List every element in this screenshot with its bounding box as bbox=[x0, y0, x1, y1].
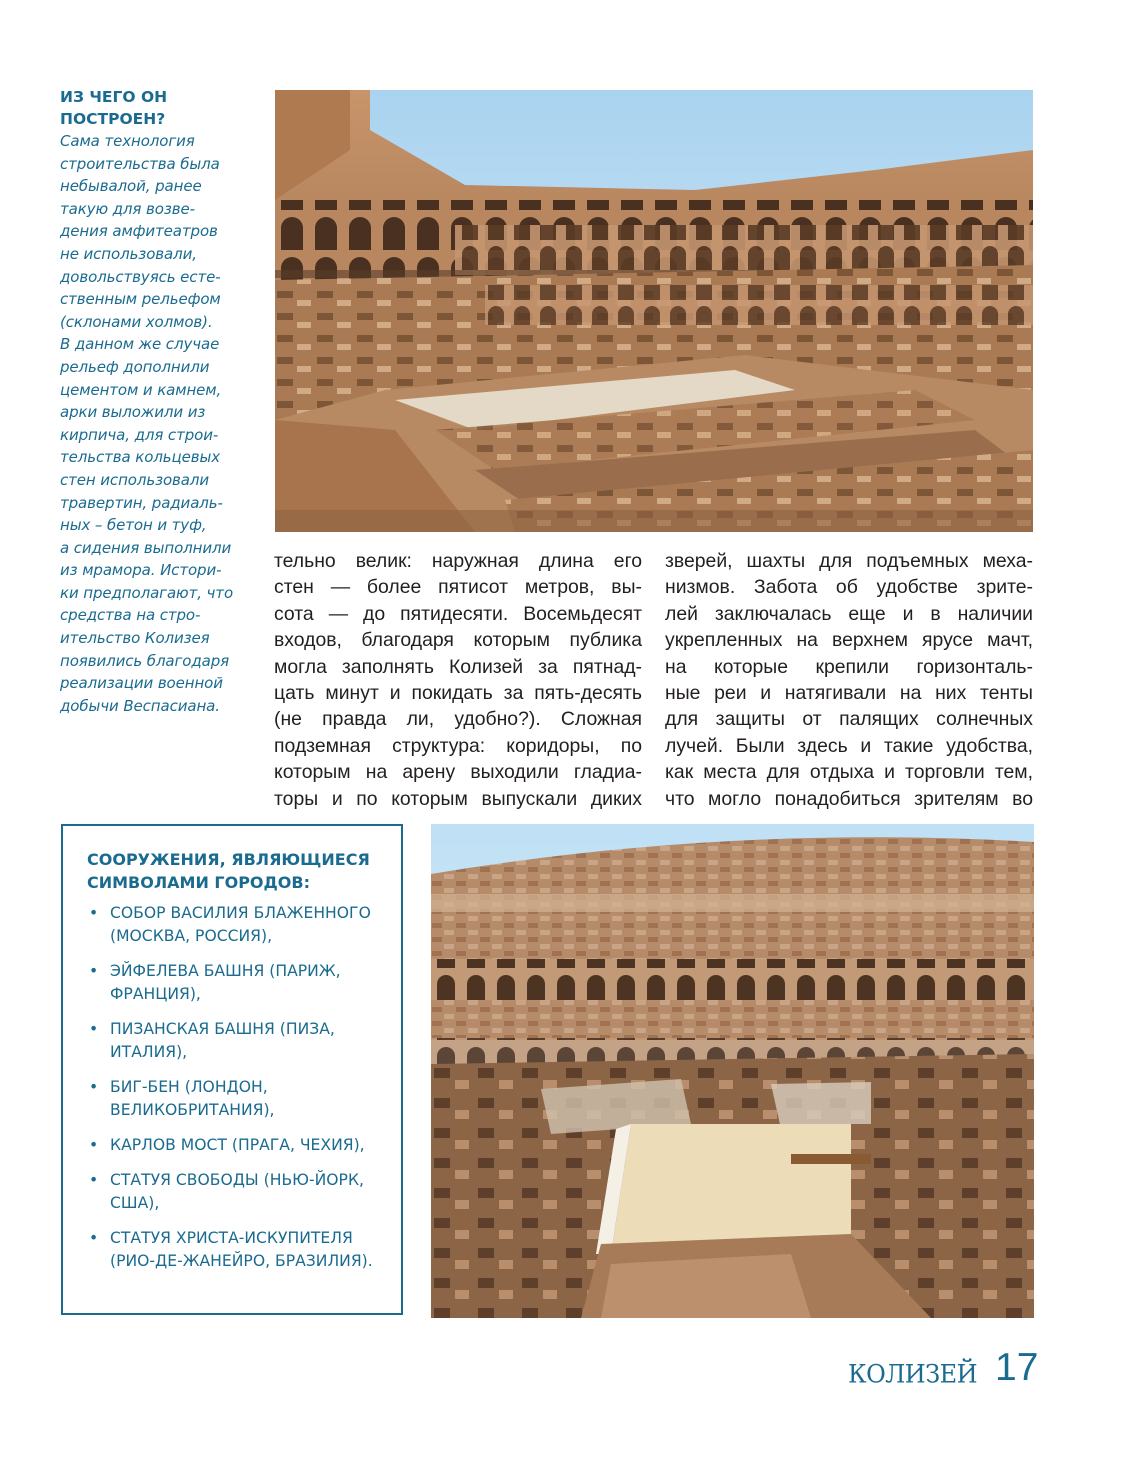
body-text-line: укрепленных на верхнем ярусе мачт, bbox=[665, 629, 1033, 652]
bullet-icon: • bbox=[89, 1136, 99, 1154]
bullet-icon: • bbox=[89, 1020, 99, 1038]
body-text-line: как места для отдыха и торговли тем, bbox=[665, 761, 1033, 784]
list-item-text: КАРЛОВ МОСТ (ПРАГА, ЧЕХИЯ), bbox=[110, 1136, 365, 1154]
body-text-line: входов, благодаря которым публика bbox=[274, 629, 642, 652]
body-text-line: тельно велик: наружная длина его bbox=[274, 550, 642, 572]
sidebar-text-line: ительство Колизея bbox=[60, 629, 210, 648]
body-text-line: для защиты от палящих солнечных bbox=[665, 708, 1033, 731]
bullet-icon: • bbox=[89, 1229, 99, 1247]
body-text-line: низмов. Забота об удобстве зрите- bbox=[665, 576, 1033, 599]
sidebar-text-line: а сидения выполнили bbox=[60, 538, 232, 557]
sidebar-title: ИЗ ЧЕГО ОН ПОСТРОЕН? bbox=[60, 88, 168, 128]
body-column-left bbox=[274, 548, 642, 812]
list-item bbox=[87, 1018, 397, 1064]
body-text-line: подземная структура: коридоры, по bbox=[274, 734, 642, 757]
sidebar-text-line: дения амфитеатров bbox=[60, 222, 218, 241]
sidebar-text-line: (склонами холмов). bbox=[60, 312, 213, 331]
list-item-text: ПИЗАНСКАЯ БАШНЯ (ПИЗА, ИТАЛИЯ), bbox=[110, 1020, 335, 1061]
list-item-text: БИГ-БЕН (ЛОНДОН, ВЕЛИКОБРИТАНИЯ), bbox=[110, 1078, 275, 1119]
sidebar bbox=[60, 86, 250, 717]
colosseum-interior-photo-bottom bbox=[431, 824, 1034, 1318]
body-text-line: сота — до пятидесяти. Восемьдесят bbox=[274, 602, 642, 625]
list-item bbox=[87, 960, 397, 1006]
footer-magazine-title: КОЛИЗЕЙ bbox=[848, 1359, 978, 1389]
list-item bbox=[87, 1076, 397, 1122]
sidebar-text-line: цементом и камнем, bbox=[60, 380, 222, 399]
body-text-line: что могло понадобиться зрителям во bbox=[665, 787, 1033, 810]
body-text-line: зверей, шахты для подъемных меха- bbox=[665, 550, 1033, 572]
sidebar-text-line: Сама технология bbox=[60, 132, 195, 150]
bullet-icon: • bbox=[89, 1078, 99, 1096]
page-number: 17 bbox=[995, 1346, 1039, 1389]
sidebar-text-line: появились благодаря bbox=[60, 651, 230, 670]
body-text-line: на которые крепили горизонталь- bbox=[665, 655, 1033, 678]
sidebar-text-line: ственным рельефом bbox=[60, 290, 221, 309]
list-item-text: СОБОР ВАСИЛИЯ БЛАЖЕННОГО (МОСКВА, РОССИЯ), bbox=[110, 904, 371, 945]
colosseum-interior-photo-top bbox=[275, 90, 1033, 532]
list-item bbox=[87, 902, 397, 948]
bullet-icon: • bbox=[89, 1171, 99, 1189]
info-box-title: СООРУЖЕНИЯ, ЯВЛЯЮЩИЕСЯ СИМВОЛАМИ ГОРОДОВ: bbox=[87, 850, 370, 892]
body-text-line: (не правда ли, удобно?). Сложная bbox=[274, 708, 642, 731]
sidebar-text-line: В данном же случае bbox=[60, 335, 220, 354]
sidebar-text-line: арки выложили из bbox=[60, 403, 206, 422]
sidebar-text-line: средства на стро- bbox=[60, 606, 201, 625]
body-text-line: стен — более пятисот метров, вы- bbox=[274, 576, 642, 599]
list-item bbox=[87, 1227, 397, 1273]
sidebar-text bbox=[60, 130, 250, 717]
sidebar-text-line: добычи Веспасиана. bbox=[60, 696, 220, 715]
list-item-text: СТАТУЯ ХРИСТА-ИСКУПИТЕЛЯ (РИО-ДЕ-ЖАНЕЙРО, БРАЗИЛИЯ). bbox=[110, 1229, 373, 1270]
info-box bbox=[61, 824, 403, 1315]
body-text-line: лучей. Были здесь и такие удобства, bbox=[665, 734, 1033, 757]
sidebar-text-line: из мрамора. Истори- bbox=[60, 561, 222, 580]
list-item bbox=[87, 1169, 397, 1215]
sidebar-text-line: кирпича, для строи- bbox=[60, 425, 219, 444]
info-box-list bbox=[87, 902, 397, 1285]
sidebar-text-line: не использовали, bbox=[60, 244, 197, 263]
list-item bbox=[87, 1134, 397, 1157]
sidebar-text-line: строительства была bbox=[60, 154, 220, 173]
sidebar-text-line: травертин, радиаль- bbox=[60, 493, 223, 512]
bullet-icon: • bbox=[89, 904, 99, 922]
body-text-line: торы и по которым выпускали диких bbox=[274, 787, 642, 810]
body-text-line: цать минут и покидать за пять-десять bbox=[274, 681, 642, 704]
sidebar-text-line: ки предполагают, что bbox=[60, 583, 234, 602]
sidebar-text-line: стен использовали bbox=[60, 470, 210, 489]
bullet-icon: • bbox=[89, 962, 99, 980]
sidebar-text-line: рельеф дополнили bbox=[60, 357, 210, 376]
body-text-line: ные реи и натягивали на них тенты bbox=[665, 681, 1033, 704]
sidebar-text-line: реализации военной bbox=[60, 674, 223, 693]
body-column-right bbox=[665, 548, 1033, 812]
sidebar-text-full bbox=[60, 717, 61, 718]
list-item-text: ЭЙФЕЛЕВА БАШНЯ (ПАРИЖ, ФРАНЦИЯ), bbox=[110, 962, 341, 1003]
sidebar-text-line: такую для возве- bbox=[60, 199, 195, 218]
sidebar-text-line: довольствуясь есте- bbox=[60, 267, 221, 286]
sidebar-text-line: тельства кольцевых bbox=[60, 448, 221, 467]
sidebar-text-line: ных – бетон и туф, bbox=[60, 516, 207, 535]
body-text-line: которым на арену выходили гладиа- bbox=[274, 761, 642, 784]
body-text-line: могла заполнять Колизей за пятнад- bbox=[274, 655, 642, 678]
sidebar-text-line: небывалой, ранее bbox=[60, 177, 202, 196]
body-text-line: лей заключалась еще и в наличии bbox=[665, 602, 1033, 625]
list-item-text: СТАТУЯ СВОБОДЫ (НЬЮ-ЙОРК, США), bbox=[110, 1171, 364, 1212]
